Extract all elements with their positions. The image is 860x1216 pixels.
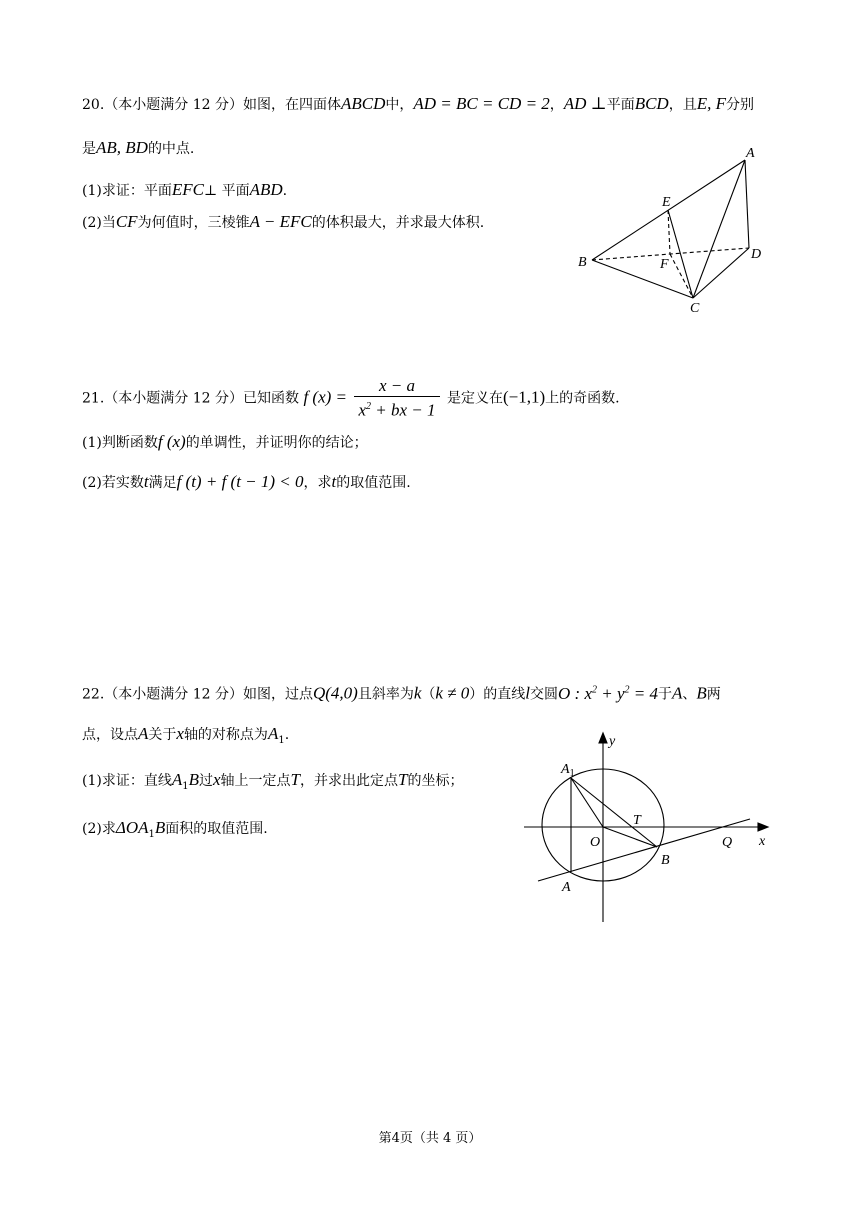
segment-o-a1 [571,778,603,827]
q22-stem-line2 [82,724,289,751]
q21-part2 [82,472,411,493]
label-b: B [578,255,587,270]
q21-numerator: x − a [354,376,439,397]
q21-inequality: f (t) + f (t − 1) < 0 [176,472,304,491]
q22-circle-exp: 2 [624,684,630,695]
q22-text: （ [421,686,436,703]
q22-text: (2)求 [82,821,116,837]
x-axis-arrow [758,823,768,831]
q21-den-rest: + bx − 1 [371,400,436,420]
label-t: T [633,813,641,828]
label-e: E [662,195,671,210]
q22-a1-sub: 1 [278,734,285,746]
edge-ad [745,160,749,248]
q21-fx: f (x) [157,432,186,451]
q20-text: 的中点. [147,141,195,157]
label-o: O [590,835,601,850]
q22-text: . [284,727,290,743]
q22-a1-sub: 1 [182,780,189,792]
label-f: F [660,257,669,272]
label-d: D [751,247,762,262]
q21-function: f (x) = [303,387,347,407]
q21-den-x: x [358,400,366,420]
q22-circle-part: = 4 [629,683,659,703]
q21-text: 的取值范围. [336,475,411,491]
circle-o [542,769,664,881]
q22-text: 过 [199,773,213,789]
q20-plane-abd: ABD [249,180,283,199]
edge-ec [668,210,693,298]
q21-text: 上的奇函数. [545,390,620,407]
q22-x: x [213,770,221,789]
line-l [538,819,750,881]
q20-tetrahedron: ABCD [340,94,386,113]
q21-text: 21.（本小题满分 12 分）已知函数 [82,390,299,407]
q22-b: B [154,818,166,837]
q22-b: B [188,770,199,789]
label-b: B [661,853,670,868]
q22-circle-part: + y [597,683,625,703]
q20-text: (1)求证：平面 [82,183,172,199]
q22-text: 且斜率为 [357,686,414,703]
q20-plane-efc: EFC [171,180,204,199]
q22-line-l: l [525,683,531,703]
q20-text: 20.（本小题满分 12 分）如图，在四面体 [82,97,341,113]
q22-text: 关于 [148,727,177,743]
q22-text: (1)求证：直线 [82,773,172,789]
label-q: Q [722,835,733,850]
q22-triangle: ΔOA [115,818,149,837]
q22-text: 面积的取值范围. [165,821,268,837]
q22-t: T [398,770,408,789]
label-a: A [562,880,571,895]
segment-a1-b [571,778,657,847]
q20-text: 的体积最大，并求最大体积. [311,215,485,231]
q21-fraction [354,376,439,421]
label-a: A [746,146,755,161]
q21-text: (2)若实数 [82,475,144,491]
q20-text: 是 [82,141,96,157]
q20-text: 为何值时，三棱锥 [137,215,250,231]
edge-ac [693,160,745,298]
y-axis-arrow [599,733,607,743]
q20-text: 分别 [725,97,754,113]
label-c: C [690,301,700,316]
q21-text: 的单调性，并证明你的结论； [185,435,368,451]
edge-bd-hidden [592,248,749,260]
q21-text: (1)判断函数 [82,435,158,451]
q22-point-q: Q(4,0) [312,683,358,703]
q22-text: ）的直线 [469,686,526,703]
q22-k-neq: k ≠ 0 [435,683,470,703]
q20-plane: BCD [634,94,669,113]
edge-bc [592,260,693,298]
q20-part2 [82,212,484,233]
q21-text: 满足 [148,475,177,491]
q22-triangle-sub: 1 [148,828,155,840]
q21-text: 是定义在 [446,390,503,407]
q22-text: 轴上一定点 [220,773,291,789]
q22-text: ，并求出此定点 [300,773,399,789]
q22-a1: A [267,724,279,743]
q20-abbd: AB, BD [96,138,148,157]
q22-t: T [290,770,301,789]
q20-text: ⊥ 平面 [203,183,250,199]
q22-a: A [138,724,149,743]
q22-text: 、 [682,686,697,703]
q22-b: B [696,683,707,703]
q20-pyramid: A − EFC [249,212,312,231]
label-a1-letter: A [561,762,570,777]
q22-circle-exp: 2 [592,684,597,695]
edge-ab [592,160,745,260]
segment-o-b [603,827,657,847]
q21-interval: (−1,1) [502,387,546,407]
q22-text: 轴的对称点为 [183,727,268,743]
q20-stem-line2 [82,138,194,159]
q21-part1 [82,432,368,453]
q21-denominator [354,397,439,421]
q21-t: t [331,472,337,491]
edge-ef-hidden [668,210,670,254]
q22-part2 [82,818,268,845]
q22-text: 于 [658,686,673,703]
q22-x: x [176,724,184,743]
q20-text: ，且 [668,97,697,113]
edge-cd [693,248,749,298]
q20-text: . [282,183,288,199]
q21-den-exp: 2 [366,401,371,412]
q22-circle-eq [558,684,658,703]
q20-text: 平面 [606,97,635,113]
q21-t: t [143,472,149,491]
q20-text: (2)当 [82,215,116,231]
q20-condition-lengths: AD = BC = CD = 2 [413,94,550,113]
q20-cf: CF [115,212,138,231]
page-footer: 第4页（共 4 页） [378,1131,482,1146]
label-a1 [560,762,575,779]
q22-k: k [413,683,422,703]
label-y: y [609,734,616,749]
q22-stem-line1 [82,680,721,705]
q22-text: 的坐标； [407,773,464,789]
q20-stem-line1 [82,94,754,115]
q22-part1 [82,770,463,797]
q22-a1: A [171,770,183,789]
q22-text: 交圆 [530,686,559,703]
q20-condition-perp: AD ⊥ [563,94,607,113]
q21-text: ，求 [303,475,332,491]
q20-text: 中， [385,97,414,113]
edge-fc-hidden [670,254,693,298]
label-a1-sub: 1 [569,768,575,779]
q20-ef: E, F [696,94,726,113]
q22-text: 点，设点 [82,727,138,743]
label-x: x [759,834,766,849]
q20-part1 [82,180,287,201]
q22-text: 22.（本小题满分 12 分）如图，过点 [82,686,313,703]
q20-text: ， [549,97,564,113]
q22-circle-part: O : x [558,683,592,703]
q22-text: 两 [706,686,721,703]
q22-a: A [672,683,683,703]
q21-stem [82,376,620,421]
